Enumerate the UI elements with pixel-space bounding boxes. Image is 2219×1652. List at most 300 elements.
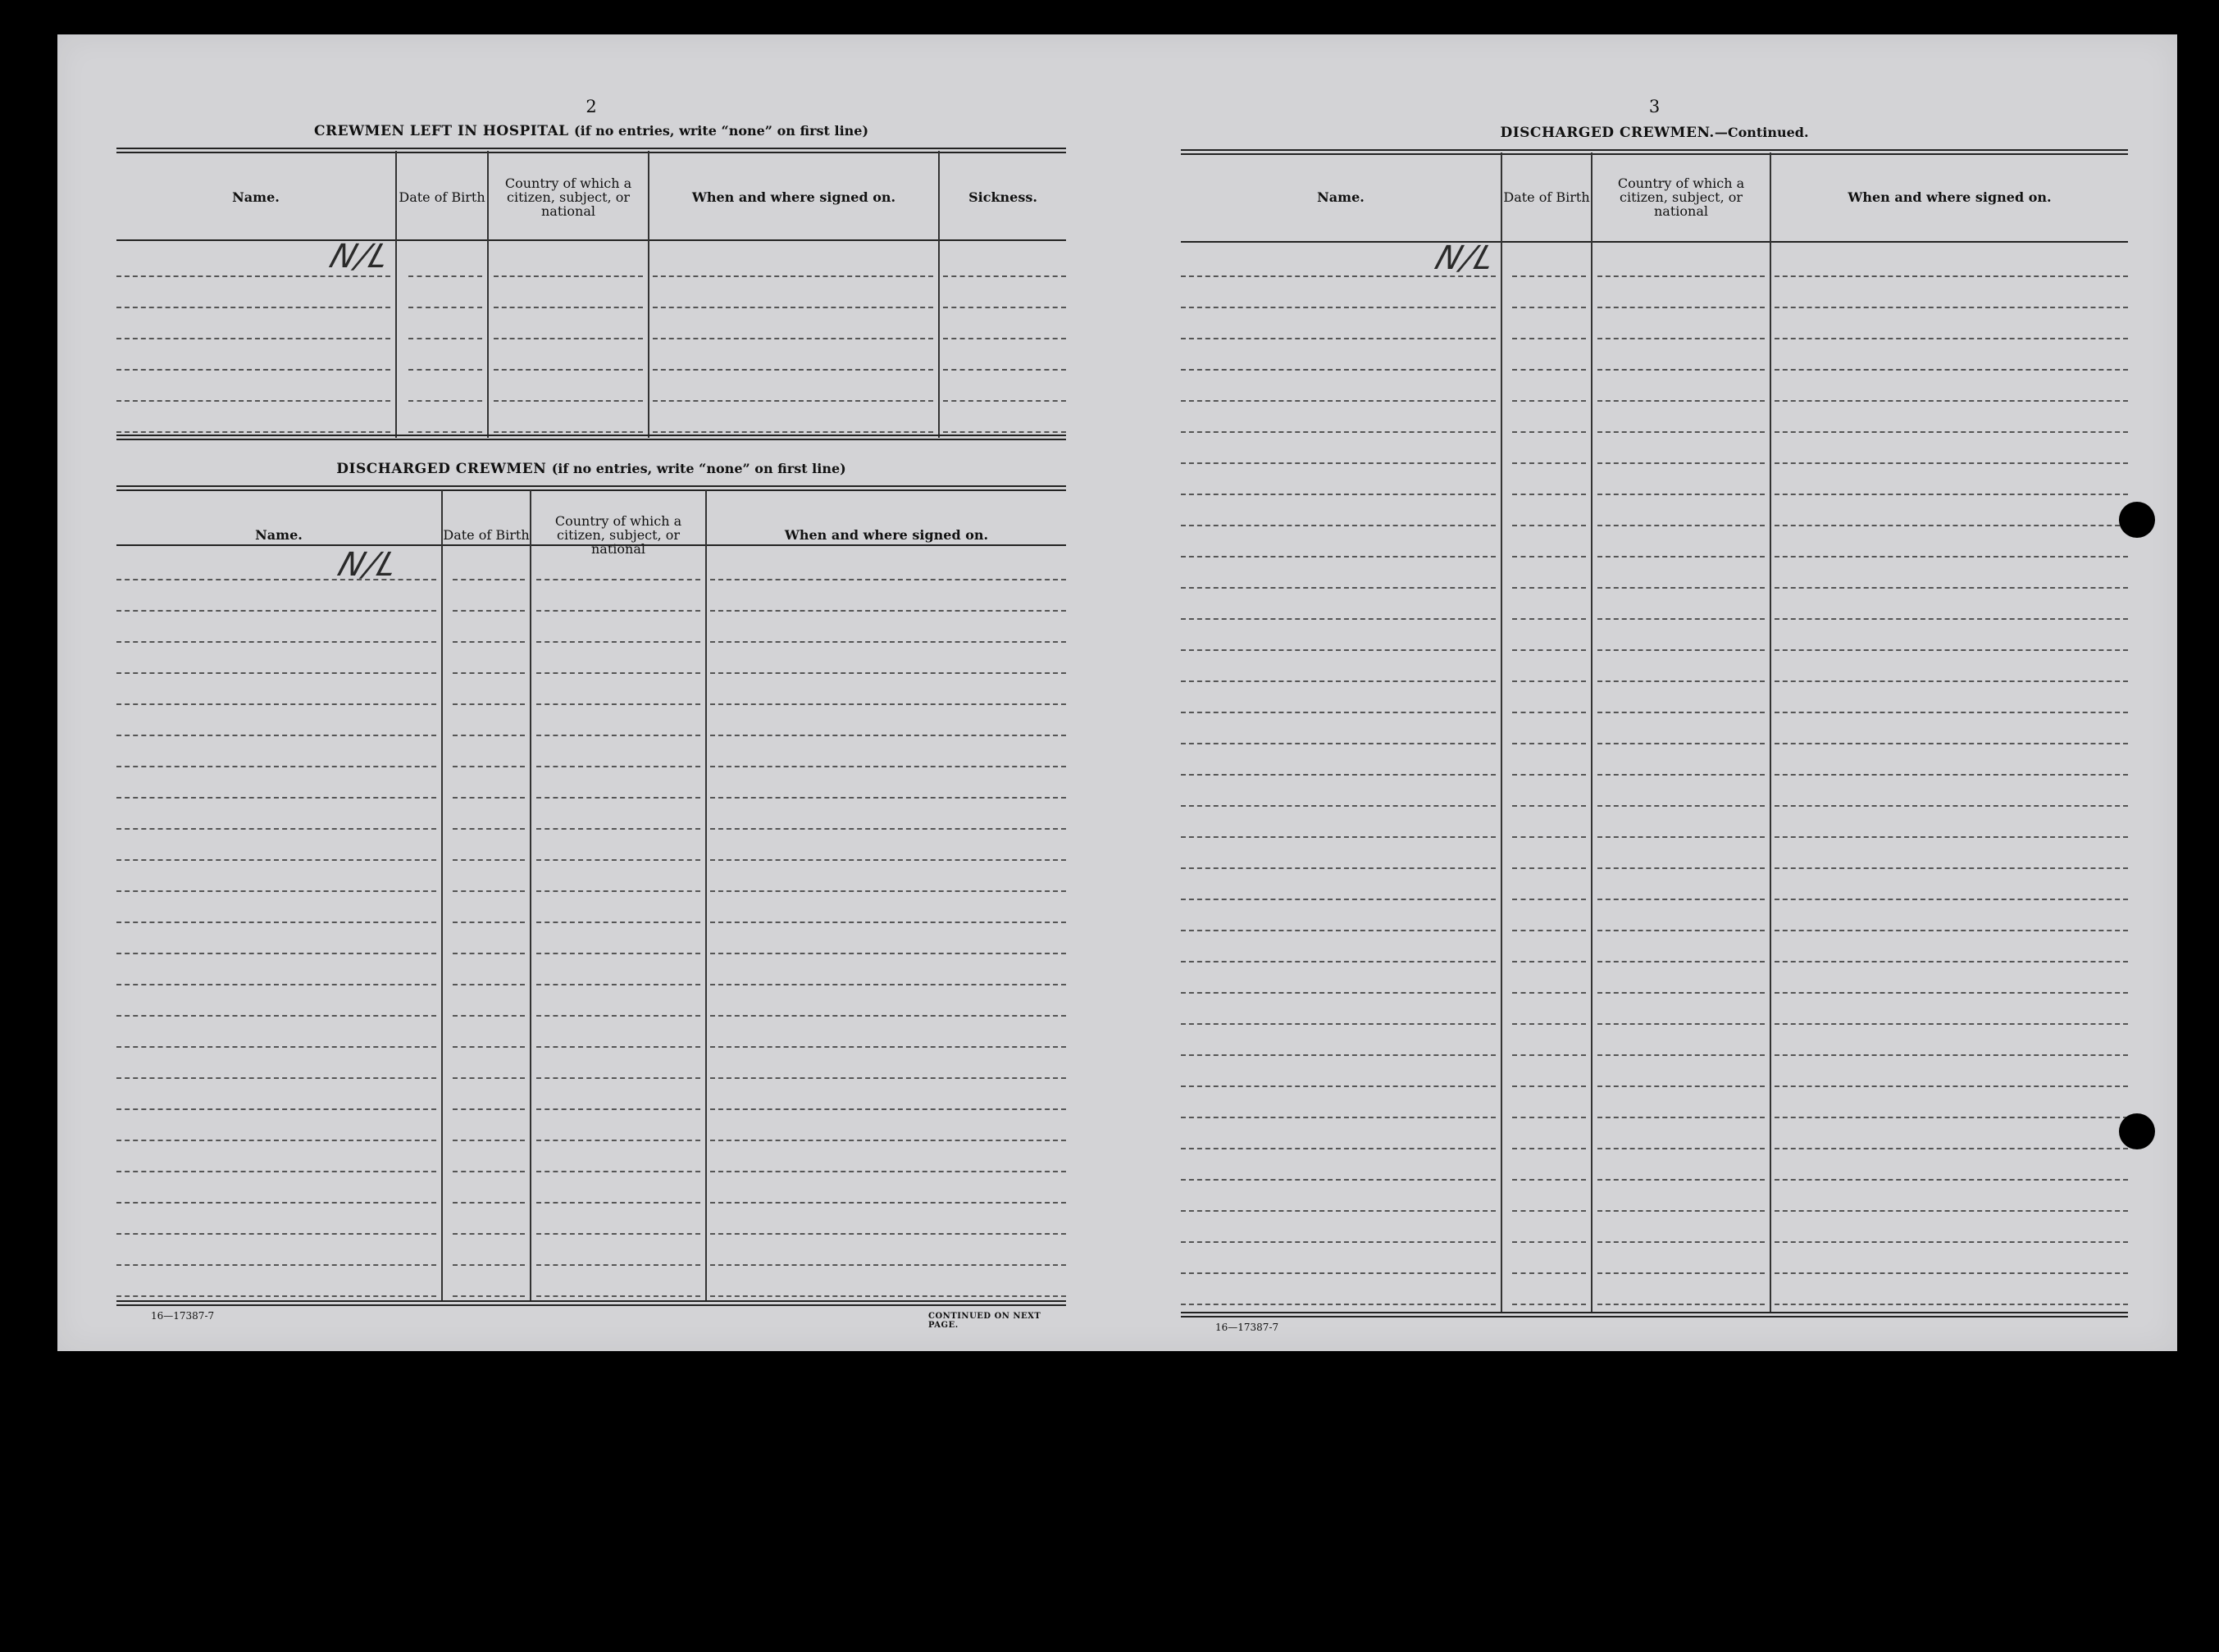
ruled-line xyxy=(1181,462,1496,464)
ruled-line xyxy=(1181,836,1496,838)
ruled-line xyxy=(1512,680,1586,682)
ruled-line xyxy=(1775,275,2128,277)
ruled-line xyxy=(1512,961,1586,963)
ruled-line xyxy=(1181,587,1496,589)
ruled-line xyxy=(1181,1148,1496,1149)
ruled-line xyxy=(1597,556,1765,557)
ruled-line xyxy=(653,338,933,339)
ruled-line xyxy=(1597,618,1765,620)
discharged-section-title xyxy=(116,461,1066,477)
ruled-line xyxy=(536,797,700,799)
right-handwritten-entry: N/L xyxy=(1430,239,1502,277)
ruled-line xyxy=(1597,836,1765,838)
ruled-line xyxy=(1181,899,1496,900)
page-number-right: 3 xyxy=(1648,97,1661,116)
ruled-line xyxy=(1597,712,1765,713)
hospital-col-sickness: Sickness. xyxy=(968,189,1037,205)
hospital-divider xyxy=(395,151,397,438)
right-divider xyxy=(1770,152,1771,1313)
ruled-line xyxy=(1512,992,1586,994)
right-bottom-rule xyxy=(1181,1312,2128,1318)
ruled-line xyxy=(408,275,482,277)
ruled-line xyxy=(1597,867,1765,869)
discharged-header-rule xyxy=(116,544,1066,546)
right-col-country: Country of which a citizen, subject, or national xyxy=(1617,175,1745,219)
ruled-line xyxy=(1512,1023,1586,1025)
ruled-line xyxy=(1597,1241,1765,1243)
ruled-line xyxy=(1512,1117,1586,1118)
hospital-col-signed: When and where signed on. xyxy=(691,189,896,205)
ruled-line xyxy=(536,859,700,861)
ruled-line xyxy=(1181,712,1496,713)
ruled-line xyxy=(1775,649,2128,651)
discharged-col-name: Name. xyxy=(255,526,303,543)
document-sheet xyxy=(57,34,2177,1351)
ruled-line xyxy=(116,641,436,643)
ruled-line xyxy=(453,828,525,830)
ruled-line xyxy=(1512,1241,1586,1243)
ruled-line xyxy=(116,984,436,985)
discharged-title-text: DISCHARGED CREWMEN xyxy=(336,461,547,477)
ruled-line xyxy=(116,672,436,674)
ruled-line xyxy=(710,828,1066,830)
ruled-line xyxy=(536,672,700,674)
ruled-line xyxy=(710,1046,1066,1048)
discharged-col-signed: When and where signed on. xyxy=(784,526,989,543)
hospital-divider xyxy=(938,151,940,438)
ruled-line xyxy=(1181,1023,1496,1025)
ruled-line xyxy=(1775,431,2128,433)
ruled-line xyxy=(1597,774,1765,776)
ruled-line xyxy=(1597,462,1765,464)
ruled-line xyxy=(116,338,390,339)
ruled-line xyxy=(453,703,525,705)
ruled-line xyxy=(1512,836,1586,838)
ruled-line xyxy=(536,735,700,736)
ruled-line xyxy=(536,1233,700,1235)
discharged-subtitle-text: (if no entries, write “none” on first line) xyxy=(551,461,846,476)
ruled-line xyxy=(1775,930,2128,931)
ruled-line xyxy=(1597,275,1765,277)
ruled-line xyxy=(453,641,525,643)
ruled-line xyxy=(494,400,643,402)
ruled-line xyxy=(116,1264,436,1266)
ruled-line xyxy=(1597,899,1765,900)
ruled-line xyxy=(710,1171,1066,1172)
ruled-line xyxy=(1181,338,1496,339)
ruled-line xyxy=(453,1077,525,1079)
hospital-top-rule xyxy=(116,148,1066,153)
discharged-top-rule xyxy=(116,485,1066,491)
ruled-line xyxy=(536,828,700,830)
ruled-line xyxy=(1181,961,1496,963)
hospital-subtitle-text: (if no entries, write “none” on first line) xyxy=(574,123,869,139)
ruled-line xyxy=(1512,369,1586,371)
right-col-signed: When and where signed on. xyxy=(1848,189,2052,205)
ruled-line xyxy=(1181,1210,1496,1212)
ruled-line xyxy=(1597,930,1765,931)
ruled-line xyxy=(943,338,1066,339)
ruled-line xyxy=(453,1046,525,1048)
ruled-line xyxy=(494,369,643,371)
ruled-line xyxy=(453,1295,525,1297)
right-title-text: DISCHARGED CREWMEN. xyxy=(1500,125,1715,141)
ruled-line xyxy=(1512,899,1586,900)
ruled-line xyxy=(536,953,700,954)
ruled-line xyxy=(1181,774,1496,776)
right-divider xyxy=(1591,152,1592,1313)
ruled-line xyxy=(116,797,436,799)
right-col-dob: Date of Birth xyxy=(1503,189,1590,205)
ruled-line xyxy=(1512,400,1586,402)
ruled-line xyxy=(1597,992,1765,994)
ruled-line xyxy=(453,922,525,923)
ruled-line xyxy=(1597,525,1765,526)
ruled-line xyxy=(1775,712,2128,713)
ruled-line xyxy=(1775,618,2128,620)
ruled-line xyxy=(1181,649,1496,651)
ruled-line xyxy=(943,307,1066,308)
ruled-line xyxy=(1597,1085,1765,1087)
ruled-line xyxy=(408,307,482,308)
ruled-line xyxy=(1512,805,1586,807)
hospital-bottom-rule xyxy=(116,435,1066,440)
ruled-line xyxy=(116,275,390,277)
ruled-line xyxy=(1181,1272,1496,1274)
ruled-line xyxy=(116,703,436,705)
ruled-line xyxy=(408,369,482,371)
ruled-line xyxy=(536,1077,700,1079)
ruled-line xyxy=(653,369,933,371)
ruled-line xyxy=(453,1108,525,1110)
ruled-line xyxy=(1775,369,2128,371)
ruled-line xyxy=(494,307,643,308)
ruled-line xyxy=(494,338,643,339)
ruled-line xyxy=(116,1295,436,1297)
hospital-title-text: CREWMEN LEFT IN HOSPITAL xyxy=(313,123,569,139)
ruled-line xyxy=(1512,587,1586,589)
form-number-left: 16—17387-7 xyxy=(151,1310,215,1322)
ruled-line xyxy=(116,369,390,371)
hospital-divider xyxy=(487,151,489,438)
ruled-line xyxy=(1181,525,1496,526)
ruled-line xyxy=(536,922,700,923)
ruled-line xyxy=(1775,805,2128,807)
ruled-line xyxy=(1181,556,1496,557)
ruled-line xyxy=(1775,1210,2128,1212)
page-number-left: 2 xyxy=(586,97,597,116)
ruled-line xyxy=(1512,431,1586,433)
ruled-line xyxy=(1512,494,1586,495)
ruled-line xyxy=(1181,400,1496,402)
ruled-line xyxy=(536,1171,700,1172)
ruled-line xyxy=(1512,462,1586,464)
ruled-line xyxy=(1597,494,1765,495)
hospital-col-country: Country of which a citizen, subject, or national xyxy=(504,175,632,219)
discharged-divider xyxy=(441,490,443,1302)
hospital-divider xyxy=(648,151,649,438)
ruled-line xyxy=(453,672,525,674)
ruled-line xyxy=(494,275,643,277)
ruled-line xyxy=(1597,649,1765,651)
ruled-line xyxy=(1512,1054,1586,1056)
ruled-line xyxy=(710,766,1066,767)
ruled-line xyxy=(1597,369,1765,371)
ruled-line xyxy=(1775,307,2128,308)
discharged-handwritten-entry: N/L xyxy=(333,546,405,584)
discharged-divider xyxy=(705,490,707,1302)
ruled-line xyxy=(1181,369,1496,371)
ruled-line xyxy=(1512,712,1586,713)
ruled-line xyxy=(1597,1272,1765,1274)
ruled-line xyxy=(116,1233,436,1235)
ruled-line xyxy=(710,703,1066,705)
ruled-line xyxy=(710,579,1066,580)
ruled-line xyxy=(1181,307,1496,308)
ruled-line xyxy=(710,1264,1066,1266)
ruled-line xyxy=(710,1140,1066,1141)
ruled-line xyxy=(1181,680,1496,682)
ruled-line xyxy=(1597,961,1765,963)
ruled-line xyxy=(710,953,1066,954)
ruled-line xyxy=(536,1295,700,1297)
ruled-line xyxy=(1775,1304,2128,1305)
ruled-line xyxy=(1775,1085,2128,1087)
ruled-line xyxy=(1775,992,2128,994)
ruled-line xyxy=(1597,680,1765,682)
right-divider xyxy=(1501,152,1502,1313)
discharged-col-dob: Date of Birth xyxy=(443,526,530,543)
ruled-line xyxy=(1597,743,1765,744)
ruled-line xyxy=(710,1202,1066,1204)
ruled-line xyxy=(1597,431,1765,433)
form-number-right: 16—17387-7 xyxy=(1215,1322,1279,1333)
ruled-line xyxy=(943,369,1066,371)
ruled-line xyxy=(1775,1023,2128,1025)
ruled-line xyxy=(453,953,525,954)
ruled-line xyxy=(710,1015,1066,1017)
ruled-line xyxy=(1775,400,2128,402)
right-subtitle-text: —Continued. xyxy=(1714,125,1809,140)
ruled-line xyxy=(116,431,390,433)
ruled-line xyxy=(1775,961,2128,963)
ruled-line xyxy=(943,400,1066,402)
ruled-line xyxy=(116,1046,436,1048)
ruled-line xyxy=(1181,1117,1496,1118)
ruled-line xyxy=(536,890,700,892)
ruled-line xyxy=(116,610,436,612)
ruled-line xyxy=(710,1295,1066,1297)
ruled-line xyxy=(1181,992,1496,994)
ruled-line xyxy=(1597,1023,1765,1025)
ruled-line xyxy=(536,579,700,580)
ruled-line xyxy=(710,984,1066,985)
right-header-rule xyxy=(1181,241,2128,243)
ruled-line xyxy=(1181,431,1496,433)
right-top-rule xyxy=(1181,149,2128,155)
hospital-header-rule xyxy=(116,239,1066,241)
ruled-line xyxy=(1775,462,2128,464)
ruled-line xyxy=(453,1140,525,1141)
ruled-line xyxy=(408,431,482,433)
hospital-handwritten-entry: N/L xyxy=(325,238,397,275)
ruled-line xyxy=(453,1171,525,1172)
ruled-line xyxy=(453,984,525,985)
ruled-line xyxy=(710,890,1066,892)
ruled-line xyxy=(710,1233,1066,1235)
ruled-line xyxy=(453,579,525,580)
ruled-line xyxy=(1512,525,1586,526)
ruled-line xyxy=(1597,1148,1765,1149)
ruled-line xyxy=(494,431,643,433)
ruled-line xyxy=(1775,494,2128,495)
hospital-section-title xyxy=(116,123,1066,139)
ruled-line xyxy=(116,953,436,954)
ruled-line xyxy=(116,828,436,830)
ruled-line xyxy=(1512,649,1586,651)
ruled-line xyxy=(1512,1179,1586,1181)
ruled-line xyxy=(536,984,700,985)
ruled-line xyxy=(116,859,436,861)
ruled-line xyxy=(1512,1148,1586,1149)
continued-note: CONTINUED ON NEXT PAGE. xyxy=(928,1312,1041,1330)
discharged-col-country: Country of which a citizen, subject, or national xyxy=(554,512,682,557)
ruled-line xyxy=(1775,1054,2128,1056)
ruled-line xyxy=(1181,867,1496,869)
ruled-line xyxy=(1512,338,1586,339)
ruled-line xyxy=(1181,805,1496,807)
ruled-line xyxy=(1512,743,1586,744)
ruled-line xyxy=(1512,930,1586,931)
ruled-line xyxy=(710,1077,1066,1079)
discharged-bottom-rule xyxy=(116,1300,1066,1306)
ruled-line xyxy=(1775,680,2128,682)
ruled-line xyxy=(943,431,1066,433)
ruled-line xyxy=(1597,1179,1765,1181)
ruled-line xyxy=(710,610,1066,612)
ruled-line xyxy=(116,400,390,402)
punch-hole xyxy=(2119,1113,2155,1149)
ruled-line xyxy=(453,1015,525,1017)
ruled-line xyxy=(116,1108,436,1110)
ruled-line xyxy=(1775,1179,2128,1181)
ruled-line xyxy=(453,797,525,799)
ruled-line xyxy=(536,1108,700,1110)
ruled-line xyxy=(408,338,482,339)
ruled-line xyxy=(116,766,436,767)
ruled-line xyxy=(116,922,436,923)
ruled-line xyxy=(1512,618,1586,620)
ruled-line xyxy=(1597,338,1765,339)
ruled-line xyxy=(453,766,525,767)
ruled-line xyxy=(1775,587,2128,589)
ruled-line xyxy=(116,1015,436,1017)
ruled-line xyxy=(453,610,525,612)
ruled-line xyxy=(1775,556,2128,557)
ruled-line xyxy=(1181,618,1496,620)
ruled-line xyxy=(1512,774,1586,776)
ruled-line xyxy=(536,1202,700,1204)
ruled-line xyxy=(116,735,436,736)
ruled-line xyxy=(116,1202,436,1204)
ruled-line xyxy=(943,275,1066,277)
ruled-line xyxy=(536,1046,700,1048)
ruled-line xyxy=(1512,556,1586,557)
ruled-line xyxy=(536,703,700,705)
ruled-line xyxy=(653,400,933,402)
ruled-line xyxy=(1181,1241,1496,1243)
ruled-line xyxy=(1512,1304,1586,1305)
ruled-line xyxy=(1775,525,2128,526)
ruled-line xyxy=(536,641,700,643)
ruled-line xyxy=(1181,1304,1496,1305)
ruled-line xyxy=(1512,1085,1586,1087)
ruled-line xyxy=(1512,1272,1586,1274)
right-section-title xyxy=(1181,125,2128,141)
ruled-line xyxy=(453,735,525,736)
ruled-line xyxy=(1775,338,2128,339)
ruled-line xyxy=(453,859,525,861)
ruled-line xyxy=(1775,1241,2128,1243)
ruled-line xyxy=(453,1264,525,1266)
ruled-line xyxy=(1775,1148,2128,1149)
ruled-line xyxy=(1775,774,2128,776)
ruled-line xyxy=(116,1077,436,1079)
ruled-line xyxy=(710,922,1066,923)
ruled-line xyxy=(1512,307,1586,308)
ruled-line xyxy=(1597,400,1765,402)
ruled-line xyxy=(710,797,1066,799)
ruled-line xyxy=(536,610,700,612)
ruled-line xyxy=(1597,1054,1765,1056)
ruled-line xyxy=(1775,1117,2128,1118)
ruled-line xyxy=(116,1140,436,1141)
ruled-line xyxy=(116,890,436,892)
ruled-line xyxy=(536,766,700,767)
hospital-col-name: Name. xyxy=(232,189,280,205)
right-col-name: Name. xyxy=(1317,189,1365,205)
ruled-line xyxy=(116,1171,436,1172)
ruled-line xyxy=(1597,587,1765,589)
ruled-line xyxy=(408,400,482,402)
ruled-line xyxy=(653,275,933,277)
ruled-line xyxy=(653,307,933,308)
ruled-line xyxy=(710,1108,1066,1110)
ruled-line xyxy=(1775,867,2128,869)
ruled-line xyxy=(1181,494,1496,495)
ruled-line xyxy=(1181,930,1496,931)
ruled-line xyxy=(1512,1210,1586,1212)
ruled-line xyxy=(1512,867,1586,869)
ruled-line xyxy=(710,672,1066,674)
ruled-line xyxy=(1181,1179,1496,1181)
ruled-line xyxy=(1181,743,1496,744)
ruled-line xyxy=(1597,1304,1765,1305)
ruled-line xyxy=(536,1015,700,1017)
ruled-line xyxy=(1512,275,1586,277)
ruled-line xyxy=(653,431,933,433)
ruled-line xyxy=(1775,899,2128,900)
ruled-line xyxy=(1597,307,1765,308)
ruled-line xyxy=(1597,805,1765,807)
ruled-line xyxy=(453,1233,525,1235)
ruled-line xyxy=(1775,836,2128,838)
hospital-col-dob: Date of Birth xyxy=(399,189,485,205)
ruled-line xyxy=(116,307,390,308)
discharged-divider xyxy=(530,490,531,1302)
ruled-line xyxy=(710,641,1066,643)
ruled-line xyxy=(1597,1210,1765,1212)
